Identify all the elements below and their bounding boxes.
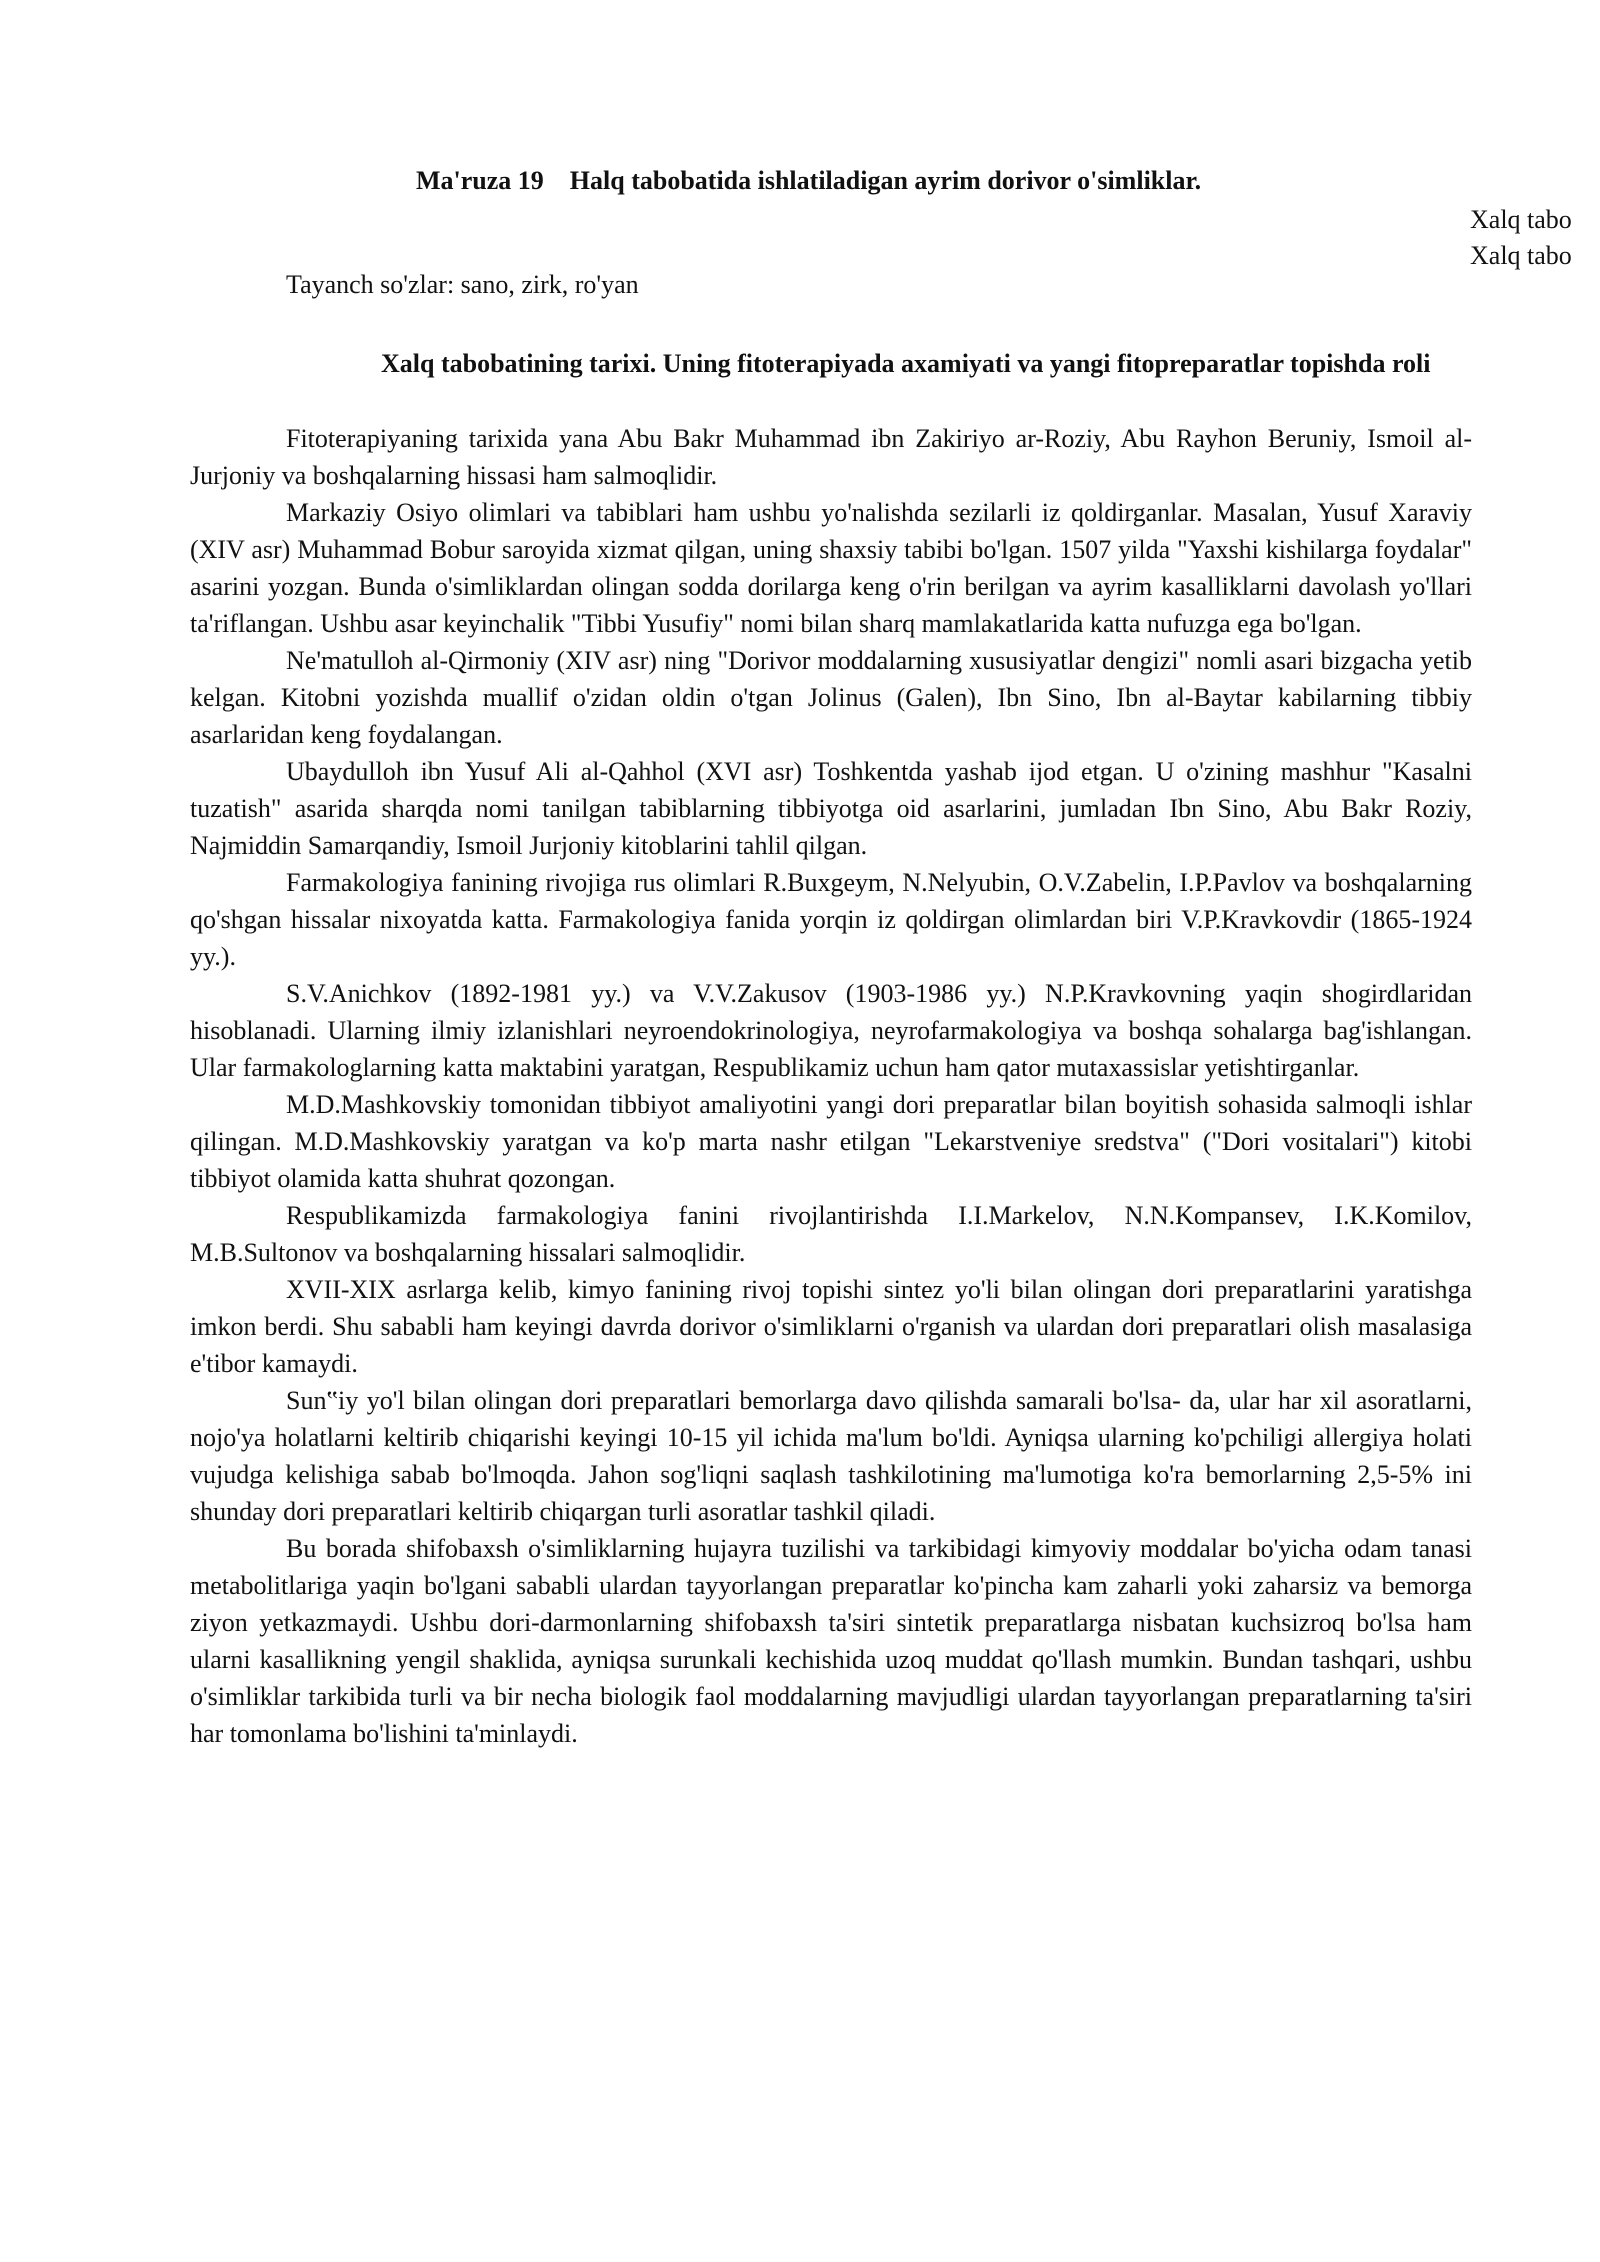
lecture-title: Ma'ruza 19 Halq tabobatida ishlatiladigan ayrim dorivor o'simliklar.	[416, 166, 1202, 195]
paragraph: Sun‟iy yo'l bilan olingan dori preparatlari bemorlarga davo qilishda samarali bo'lsa- da, ular har xil asoratlarni, nojo'ya holatlarni keltirib chiqarishi keyingi 10-15 yil ichida ma'lum bo'ldi. Ayniqsa ularning ko'pchiligi allergiya holati vujudga kelishiga sabab bo'lmoqda. Jahon sog'liqni saqlash tashkilotining ma'lumotiga ko'ra bemorlarning 2,5-5% ini shunday dori preparatlari keltirib chiqargan turli asoratlar tashkil qiladi.	[190, 1386, 1472, 1526]
margin-note: Xalq tabo	[1470, 205, 1572, 234]
paragraph: Bu borada shifobaxsh o'simliklarning hujayra tuzilishi va tarkibidagi kimyoviy moddalar bo'yicha odam tanasi metabolitlariga yaqin bo'lgani sababli ulardan tayyorlangan preparatlar ko'pincha kam zaharli yoki zaharsiz va bemorga ziyon yetkazmaydi. Ushbu dori-darmonlarning shifobaxsh ta'siri sintetik preparatlarga nisbatan kuchsizroq bo'lsa ham ularni kasallikning yengil shaklida, ayniqsa surunkali kechishida uzoq muddat qo'llash mumkin. Bundan tashqari, ushbu o'simliklar tarkibida turli va bir necha biologik faol moddalarning mavjudligi ulardan tayyorlangan preparatlarning ta'siri har tomonlama bo'lishini ta'minlaydi.	[190, 1534, 1472, 1748]
paragraph: Markaziy Osiyo olimlari va tabiblari ham ushbu yo'nalishda sezilarli iz qoldirganlar. Masalan, Yusuf Xaraviy (XIV asr) Muhammad Bobur saroyida xizmat qilgan, uning shaxsiy tabibi bo'lgan. 1507 yilda "Yaxshi kishilarga foydalar" asarini yozgan. Bunda o'simliklardan olingan sodda dorilarga keng o'rin berilgan va ayrim kasalliklarni davolash yo'llari ta'riflangan. Ushbu asar keyinchalik "Tibbi Yusufiy" nomi bilan sharq mamlakatlarida katta nufuzga ega bo'lgan.	[190, 498, 1472, 638]
keywords-line: Tayanch so'zlar: sano, zirk, ro'yan	[286, 270, 639, 299]
margin-note: Xalq tabo	[1470, 241, 1572, 270]
paragraph: XVII-XIX asrlarga kelib, kimyo fanining rivoj topishi sintez yo'li bilan olingan dori preparatlarini yaratishga imkon berdi. Shu sababli ham keyingi davrda dorivor o'simliklarni o'rganish va ulardan dori preparatlari olish masalasiga e'tibor kamaydi.	[190, 1275, 1472, 1378]
paragraph: M.D.Mashkovskiy tomonidan tibbiyot amaliyotini yangi dori preparatlar bilan boyitish sohasida salmoqli ishlar qilingan. M.D.Mashkovskiy yaratgan va ko'p marta nashr etilgan "Lekarstveniye sredstva" ("Dori vositalari") kitobi tibbiyot olamida katta shuhrat qozongan.	[190, 1090, 1472, 1193]
paragraph: Farmakologiya fanining rivojiga rus olimlari R.Buxgeym, N.Nelyubin, O.V.Zabelin, I.P.Pavlov va boshqalarning qo'shgan hissalar nixoyatda katta. Farmakologiya fanida yorqin iz qoldirgan olimlardan biri V.P.Kravkovdir (1865-1924 yy.).	[190, 868, 1472, 971]
paragraph: Fitoterapiyaning tarixida yana Abu Bakr Muhammad ibn Zakiriyo ar-Roziy, Abu Rayhon Beruniy, Ismoil al-Jurjoniy va boshqalarning hissasi ham salmoqlidir.	[190, 424, 1472, 490]
paragraph: S.V.Anichkov (1892-1981 yy.) va V.V.Zakusov (1903-1986 yy.) N.P.Kravkovning yaqin shogirdlaridan hisoblanadi. Ularning ilmiy izlanishlari neyroendokrinologiya, neyrofarmakologiya va boshqa sohalarga bag'ishlangan. Ular farmakologlarning katta maktabini yaratgan, Respublikamiz uchun ham qator mutaxassislar yetishtirganlar.	[190, 979, 1472, 1082]
paragraph: Respublikamizda farmakologiya fanini rivojlantirishda I.I.Markelov, N.N.Kompansev, I.K.Komilov, M.B.Sultonov va boshqalarning hissalari salmoqlidir.	[190, 1201, 1472, 1267]
paragraph: Ne'matulloh al-Qirmoniy (XIV asr) ning "Dorivor moddalarning xususiyatlar dengizi" nomli asari bizgacha yetib kelgan. Kitobni yozishda muallif o'zidan oldin o'tgan Jolinus (Galen), Ibn Sino, Ibn al-Baytar kabilarning tibbiy asarlaridan keng foydalangan.	[190, 646, 1472, 749]
margin-notes	[1470, 202, 1600, 274]
paragraph: Ubaydulloh ibn Yusuf Ali al-Qahhol (XVI asr) Toshkentda yashab ijod etgan. U o'zining mashhur "Kasalni tuzatish" asarida sharqda nomi tanilgan tabiblarning tibbiyotga oid asarlarini, jumladan Ibn Sino, Abu Bakr Roziy, Najmiddin Samarqandiy, Ismoil Jurjoniy kitoblarini tahlil qilgan.	[190, 757, 1472, 860]
body-text	[190, 420, 1472, 1752]
section-heading: Xalq tabobatining tarixi. Uning fitoterapiyada axamiyati va yangi fitopreparatlar topishda roli	[381, 349, 1431, 378]
